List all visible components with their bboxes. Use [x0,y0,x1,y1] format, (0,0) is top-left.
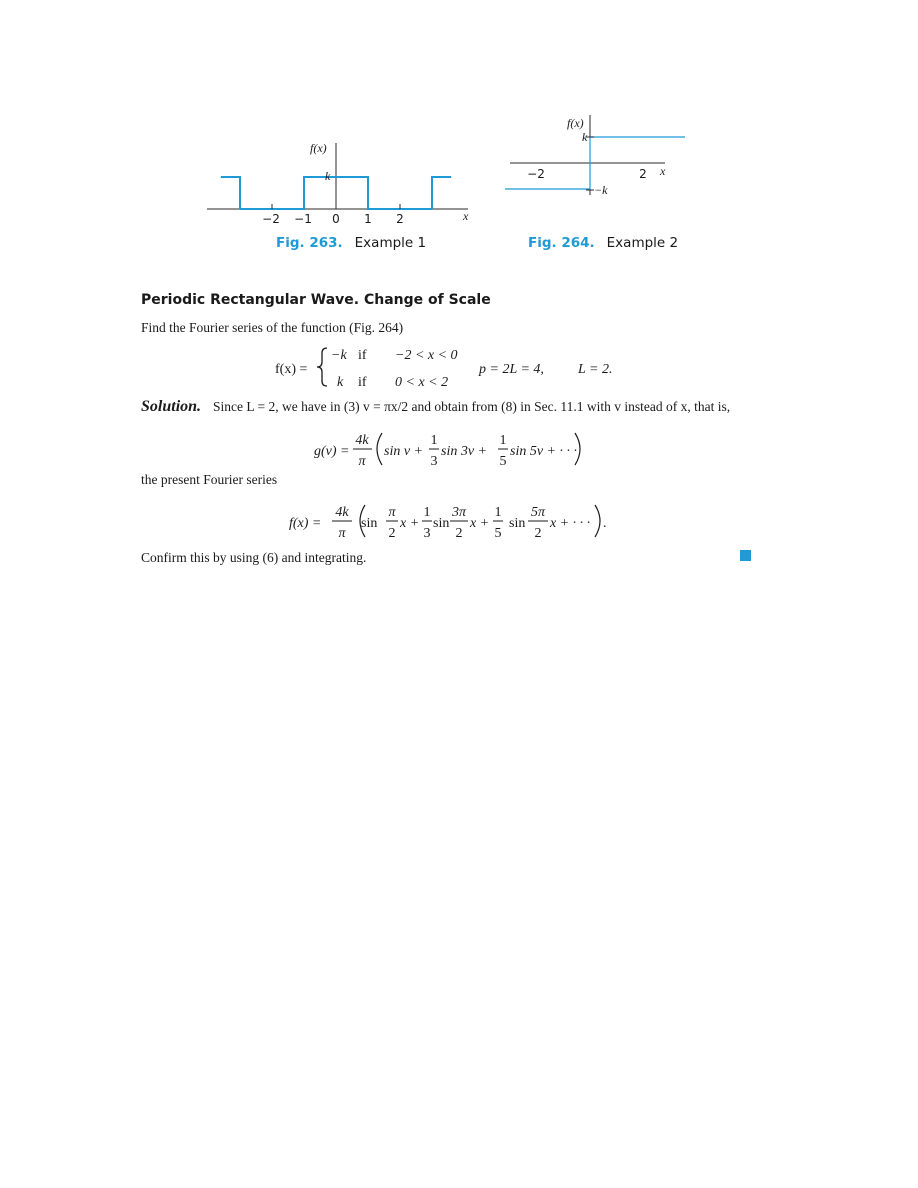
svg-text:p = 2L = 4,: p = 2L = 4, [479,362,544,377]
fourier-series-f-equation [285,500,615,542]
tick-label: −2 [527,167,545,181]
tick-label: 0 [332,212,340,226]
fourier-series-g-equation [310,428,610,470]
figure-264-caption [528,235,678,251]
figure-263-caption [276,235,426,251]
svg-text:0 < x < 2: 0 < x < 2 [395,375,449,390]
wave-path [221,177,240,209]
x-axis-label: x [660,164,666,178]
svg-text:3: 3 [423,526,431,541]
svg-text:f(x) =: f(x) = [275,362,308,377]
closing-text: Confirm this by using (6) and integrating. [141,550,367,565]
svg-text:π: π [358,454,366,469]
figure-caption-text: Example 1 [354,235,427,251]
middle-text: the present Fourier series [141,472,278,487]
svg-text:3π: 3π [451,505,467,520]
svg-text:sin 3v +: sin 3v + [441,444,487,459]
svg-text:if: if [358,375,367,390]
tick-label: 1 [364,212,372,226]
svg-text:sin 5v + · · ·: sin 5v + · · · [510,444,577,459]
x-axis-label: x [463,209,469,223]
svg-text:sin: sin [433,516,450,531]
section-heading: Periodic Rectangular Wave. Change of Scale [141,292,491,308]
solution-paragraph [141,398,730,416]
level-label: k [325,169,331,183]
figure-263 [200,135,490,230]
svg-text:2: 2 [455,526,463,541]
svg-text:x +: x + [470,516,490,531]
tick-label: −2 [262,212,280,226]
figure-number: Fig. 263. [276,235,343,251]
svg-text:1: 1 [494,505,502,520]
y-axis-label: f(x) [310,141,327,155]
svg-text:sin v +: sin v + [384,444,423,459]
svg-text:1: 1 [430,433,438,448]
svg-text:π: π [338,526,346,541]
solution-text: Since L = 2, we have in (3) v = πx/2 and obtain from (8) in Sec. 11.1 with v instead of x, that is, [213,399,731,414]
svg-text:k: k [337,375,344,390]
svg-text:1: 1 [499,433,507,448]
svg-text:1: 1 [423,505,431,520]
y-axis-label: f(x) [567,116,584,130]
svg-text:L = 2.: L = 2. [578,362,613,377]
svg-text:2: 2 [534,526,542,541]
svg-text:g(v) =: g(v) = [314,444,350,459]
svg-text:4k: 4k [335,505,349,520]
svg-text:5π: 5π [530,505,546,520]
svg-text:2: 2 [388,526,396,541]
bottom-level-label: −k [594,183,608,197]
svg-text:3: 3 [430,454,438,469]
svg-text:−k: −k [331,348,347,363]
svg-text:f(x) =: f(x) = [289,516,322,531]
svg-text:if: if [358,348,367,363]
wave-path [432,177,451,209]
svg-text:π: π [388,505,396,520]
svg-text:4k: 4k [355,433,369,448]
svg-text:sin: sin [361,516,378,531]
solution-label: Solution. [141,398,202,415]
piecewise-equation [270,340,650,395]
svg-text:x + · · ·: x + · · · [550,516,591,531]
svg-text:.: . [603,516,607,531]
tick-label: −1 [294,212,312,226]
end-of-example-square [740,550,751,561]
svg-text:5: 5 [494,526,502,541]
figure-number: Fig. 264. [528,235,595,251]
svg-text:x +: x + [400,516,420,531]
tick-label: 2 [639,167,647,181]
tick-label: 2 [396,212,404,226]
intro-text: Find the Fourier series of the function (Fig. 264) [141,320,404,335]
figure-caption-text: Example 2 [606,235,679,251]
svg-text:sin: sin [509,516,526,531]
top-level-label: k [582,130,588,144]
svg-text:−2 < x < 0: −2 < x < 0 [395,348,458,363]
figure-264 [505,110,685,210]
svg-text:5: 5 [499,454,507,469]
